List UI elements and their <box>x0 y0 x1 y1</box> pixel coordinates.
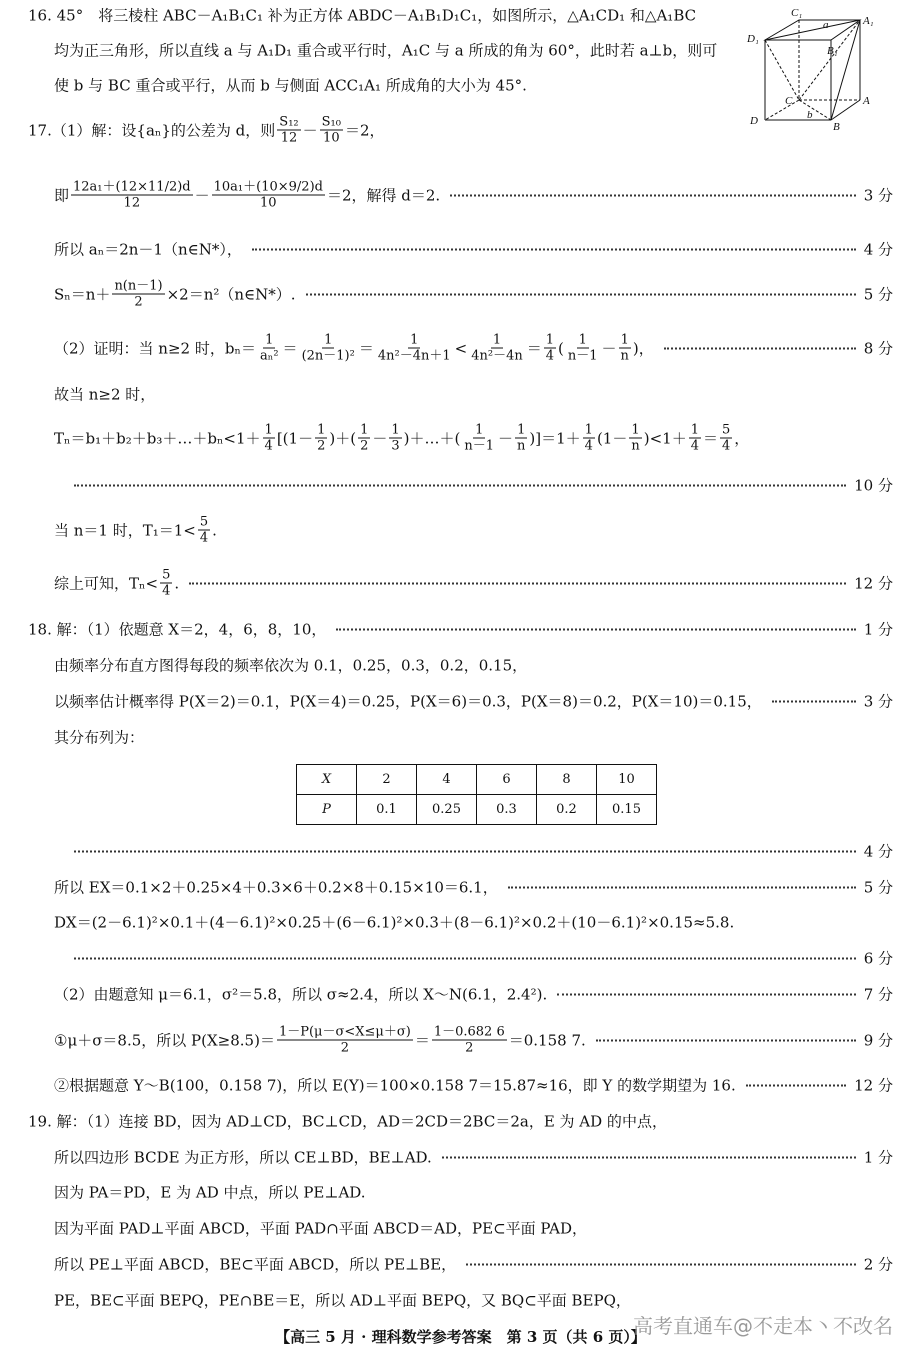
fraction <box>277 115 300 146</box>
denominator: 2 <box>317 438 326 454</box>
text-line <box>54 1075 893 1096</box>
denominator: 10 <box>260 195 277 211</box>
dot-leader <box>450 194 855 196</box>
fraction <box>320 115 343 146</box>
score-label: 3 分 <box>863 692 893 711</box>
dot-leader <box>596 1039 856 1041</box>
numerator: 1 <box>391 422 400 438</box>
text-run: 所以 EX＝0.1×2＋0.25×4＋0.3×6＋0.2×8＋0.15×10＝6.1， <box>54 878 498 897</box>
text-line <box>54 1025 893 1056</box>
dot-leader <box>508 886 856 888</box>
fraction <box>469 333 525 364</box>
fig-label: A₁ <box>863 15 874 27</box>
table-cell: P <box>297 795 357 825</box>
numerator: 1 <box>324 332 333 348</box>
score-label: 1 分 <box>863 1148 893 1167</box>
text-run: － <box>194 186 210 205</box>
score-label: 4 分 <box>863 842 893 861</box>
text-line <box>54 568 893 599</box>
text-run: ＝0.158 7. <box>508 1031 586 1050</box>
fig-label: B <box>833 121 840 132</box>
fraction <box>160 568 172 599</box>
text-line <box>54 727 893 748</box>
denominator: 2 <box>340 1040 350 1056</box>
fraction <box>566 333 600 364</box>
fraction <box>300 333 357 364</box>
numerator: 1 <box>578 332 587 348</box>
table-cell: 0.2 <box>537 795 597 825</box>
denominator: 4 <box>199 530 209 546</box>
denominator: n－1 <box>567 348 598 364</box>
text-run: 均为正三角形，所以直线 a 与 A₁D₁ 重合或平行时，A₁C 与 a 所成的角为 60°，此时若 a⊥b，则可 <box>54 41 718 60</box>
score-label: 5 分 <box>863 878 893 897</box>
text-run: ＝ <box>526 339 542 358</box>
text-run: . <box>212 521 217 539</box>
table-row <box>297 765 657 795</box>
denominator: 4 <box>722 438 731 454</box>
text-run: 因为平面 PAD⊥平面 ABCD，平面 PAD∩平面 ABCD＝AD，PE⊂平面 PAD， <box>54 1219 587 1238</box>
denominator: 4n²－4n＋1 <box>377 348 451 364</box>
denominator: n <box>517 438 526 454</box>
text-line <box>54 912 893 933</box>
text-run: )， <box>632 339 654 358</box>
denominator: 4 <box>162 583 171 599</box>
numerator: 1 <box>360 422 369 438</box>
numerator: 1 <box>265 332 274 348</box>
fraction <box>629 423 641 454</box>
denominator: 4 <box>584 438 593 454</box>
dot-leader <box>442 1156 856 1158</box>
score-label: 4 分 <box>863 240 893 259</box>
fig-label: C <box>785 95 793 107</box>
text-run: － <box>372 429 388 448</box>
text-run: 17.（1）解：设{aₙ}的公差为 d，则 <box>28 121 276 140</box>
fraction <box>583 423 595 454</box>
text-line <box>54 877 893 898</box>
fraction <box>212 180 325 211</box>
text-run: ×2＝n²（n∈N*）. <box>166 285 296 304</box>
numerator: 5 <box>199 514 209 530</box>
table-cell: 0.3 <box>477 795 537 825</box>
fraction <box>432 1025 507 1056</box>
text-run: ＝2，解得 d＝2. <box>326 186 441 205</box>
denominator: aₙ² <box>259 348 279 364</box>
fig-label: a <box>823 19 829 31</box>
text-run: DX＝(2－6.1)²×0.1＋(4－6.1)²×0.25＋(6－6.1)²×0.3＋(8－6.1)²×0.2＋(10－6.1)²×0.15≈5.8. <box>54 913 735 932</box>
fig-label: B₁ <box>827 45 838 57</box>
fraction <box>720 423 732 454</box>
fraction <box>515 423 527 454</box>
text-run: )＋…＋( <box>403 429 461 448</box>
text-run: 因为 PA＝PD，E 为 AD 中点，所以 PE⊥AD. <box>54 1183 366 1202</box>
text-run: Tₙ＝b₁＋b₂＋b₃＋…＋bₙ<1＋ <box>54 429 261 448</box>
numerator: 1 <box>410 332 419 348</box>
fraction <box>358 423 370 454</box>
fig-label: b <box>807 109 813 121</box>
dot-leader <box>189 582 846 584</box>
score-label: 12 分 <box>854 574 893 593</box>
denominator: 12 <box>123 195 141 211</box>
dot-leader <box>466 1263 856 1265</box>
cube-figure <box>745 2 905 132</box>
fraction <box>277 1025 413 1056</box>
text-run: < <box>454 339 468 357</box>
text-line <box>54 691 893 712</box>
text-run: ， <box>734 429 750 448</box>
text-run: )]＝1＋ <box>529 429 581 448</box>
text-run: 当 n＝1 时，T₁＝1< <box>54 521 196 540</box>
text-line <box>54 1147 893 1168</box>
text-run: [(1－ <box>276 429 314 448</box>
numerator: 1 <box>631 422 640 438</box>
dot-leader <box>772 700 856 702</box>
text-run: . <box>174 574 180 592</box>
fraction <box>689 423 701 454</box>
text-run: ＝ <box>282 339 298 358</box>
text-run: 16. 45° 将三棱柱 ABC－A₁B₁C₁ 补为正方体 ABDC－A₁B₁D₁C₁，如图所示，△A₁CD₁ 和△A₁BC <box>28 6 697 25</box>
text-line <box>54 655 893 676</box>
text-line <box>64 841 893 862</box>
text-run: 其分布列为： <box>54 728 145 747</box>
text-run: 18. 解：（1）依题意 X＝2，4，6，8，10， <box>28 620 327 639</box>
text-run: ＝ <box>358 339 374 358</box>
dot-leader <box>74 484 846 486</box>
fig-label: D₁ <box>747 33 759 45</box>
dot-leader <box>306 293 856 295</box>
fig-label: C₁ <box>791 7 803 19</box>
denominator: 12 <box>280 130 298 146</box>
denominator: 10 <box>323 130 340 146</box>
text-run: ＝2， <box>345 121 385 140</box>
text-run: 19. 解：（1）连接 BD，因为 AD⊥CD，BC⊥CD，AD＝2CD＝2BC＝2a，E 为 AD 的中点， <box>28 1112 667 1131</box>
text-line <box>64 475 893 496</box>
denominator: 4 <box>690 438 699 454</box>
text-run: ①μ＋σ＝8.5，所以 P(X≥8.5)＝ <box>54 1031 275 1050</box>
text-run: Sₙ＝n＋ <box>54 285 111 304</box>
watermark: 高考直通车@不走本丶不改名 <box>633 1314 893 1338</box>
table-cell: 2 <box>357 765 417 795</box>
text-run: － <box>302 121 318 140</box>
denominator: (2n－1)² <box>301 348 355 364</box>
numerator: 10a₁＋(10×9/2)d <box>213 179 323 195</box>
text-line <box>54 1182 893 1203</box>
fraction <box>258 333 281 364</box>
text-run: （2）证明：当 n≥2 时，bₙ＝ <box>54 339 256 358</box>
text-run: )<1＋ <box>643 429 687 448</box>
text-line <box>54 333 893 364</box>
text-line <box>54 1290 893 1311</box>
text-run: ( <box>558 339 564 357</box>
dot-leader <box>664 347 856 349</box>
fraction <box>389 423 401 454</box>
numerator: 1－0.682 6 <box>433 1024 505 1040</box>
fraction <box>619 333 631 364</box>
score-label: 7 分 <box>863 985 893 1004</box>
fraction <box>462 423 496 454</box>
text-run: 即 <box>54 186 70 205</box>
numerator: 12a₁＋(12×11/2)d <box>73 179 191 195</box>
score-label: 8 分 <box>863 339 893 358</box>
denominator: 4 <box>264 438 273 454</box>
text-run: 由频率分布直方图得每段的频率依次为 0.1，0.25，0.3，0.2，0.15， <box>54 656 528 675</box>
numerator: 1 <box>492 332 502 348</box>
table-cell: 0.15 <box>597 795 657 825</box>
score-label: 9 分 <box>863 1031 893 1050</box>
text-run: )＋( <box>329 429 357 448</box>
numerator: 1 <box>584 422 593 438</box>
text-run: － <box>498 429 514 448</box>
text-line <box>54 239 893 260</box>
text-run: 所以 aₙ＝2n－1（n∈N*）， <box>54 240 242 259</box>
denominator: 2 <box>465 1040 474 1056</box>
text-run: (1－ <box>596 429 628 448</box>
text-line <box>28 619 893 640</box>
denominator: 4 <box>545 348 555 364</box>
table-cell: 4 <box>417 765 477 795</box>
table-cell: 8 <box>537 765 597 795</box>
fraction <box>198 515 210 546</box>
text-line <box>54 515 893 546</box>
text-line <box>64 948 893 969</box>
denominator: n－1 <box>464 438 495 454</box>
denominator: n <box>620 348 629 364</box>
text-run: 使 b 与 BC 重合或平行，从而 b 与侧面 ACC₁A₁ 所成角的大小为 45°. <box>54 76 527 95</box>
text-run: 以频率估计概率得 P(X＝2)＝0.1，P(X＝4)＝0.25，P(X＝6)＝0.3，P(X＝8)＝0.2，P(X＝10)＝0.15， <box>54 692 762 711</box>
text-run: － <box>601 339 617 358</box>
text-line <box>54 423 893 454</box>
numerator: S₁₀ <box>321 114 341 130</box>
numerator: 1 <box>475 422 484 438</box>
text-run: ＝ <box>702 429 718 448</box>
text-run: ②根据题意 Y～B(100，0.158 7)，所以 E(Y)＝100×0.158 7＝15.87≈16，即 Y 的数学期望为 16. <box>54 1076 736 1095</box>
fraction <box>71 180 193 211</box>
text-line <box>54 1218 893 1239</box>
text-run: 所以四边形 BCDE 为正方形，所以 CE⊥BD，BE⊥AD. <box>54 1148 432 1167</box>
fraction <box>376 333 453 364</box>
numerator: S₁₂ <box>279 114 299 130</box>
text-line <box>54 279 893 310</box>
numerator: 5 <box>722 422 731 438</box>
denominator: 4n²－4n <box>471 348 523 364</box>
table-cell: 6 <box>477 765 537 795</box>
dot-leader <box>74 850 856 852</box>
page-footer: 【高三 5 月 · 理科数学参考答案 第 3 页（共 6 页）】 <box>275 1328 646 1346</box>
distribution-table <box>296 764 657 825</box>
score-label: 12 分 <box>854 1076 893 1095</box>
fraction <box>112 279 164 310</box>
numerator: 1 <box>517 422 526 438</box>
text-line <box>54 180 893 211</box>
fig-label: D <box>750 115 758 127</box>
score-label: 2 分 <box>863 1255 893 1274</box>
numerator: 1 <box>264 422 273 438</box>
table-row <box>297 795 657 825</box>
denominator: 2 <box>360 438 369 454</box>
numerator: 1 <box>620 332 629 348</box>
score-label: 5 分 <box>863 285 893 304</box>
dot-leader <box>74 957 856 959</box>
text-run: ＝ <box>414 1031 430 1050</box>
table-cell: X <box>297 765 357 795</box>
numerator: 1 <box>690 422 699 438</box>
numerator: 1 <box>317 422 326 438</box>
text-line <box>54 984 893 1005</box>
dot-leader <box>336 628 855 630</box>
fraction <box>263 423 275 454</box>
score-label: 6 分 <box>863 949 893 968</box>
fraction <box>315 423 327 454</box>
denominator: 2 <box>134 294 143 310</box>
dot-leader <box>252 248 856 250</box>
text-run: 综上可知，Tₙ< <box>54 574 159 593</box>
table-cell: 0.1 <box>357 795 417 825</box>
numerator: n(n－1) <box>114 278 163 294</box>
numerator: 1－P(μ－σ<X≤μ＋σ) <box>278 1024 411 1040</box>
score-label: 3 分 <box>863 186 893 205</box>
denominator: 3 <box>391 438 400 454</box>
table-cell: 10 <box>597 765 657 795</box>
score-label: 1 分 <box>863 620 893 639</box>
text-line <box>28 1111 893 1132</box>
text-line <box>54 1254 893 1275</box>
numerator: 1 <box>545 332 555 348</box>
text-line <box>54 384 893 405</box>
score-label: 10 分 <box>854 476 893 495</box>
dot-leader <box>746 1084 846 1086</box>
text-run: （2）由题意知 μ＝6.1，σ²＝5.8，所以 σ≈2.4，所以 X～N(6.1，2.4²). <box>54 985 548 1004</box>
dot-leader <box>557 993 855 995</box>
text-run: 故当 n≥2 时， <box>54 385 156 404</box>
text-run: PE，BE⊂平面 BEPQ，PE∩BE＝E，所以 AD⊥平面 BEPQ，又 BQ⊂平面 BEPQ， <box>54 1291 631 1310</box>
denominator: n <box>631 438 640 454</box>
numerator: 5 <box>162 567 171 583</box>
fraction <box>544 333 556 364</box>
fig-label: A <box>863 95 870 107</box>
text-run: 所以 PE⊥平面 ABCD，BE⊂平面 ABCD，所以 PE⊥BE， <box>54 1255 457 1274</box>
table-cell: 0.25 <box>417 795 477 825</box>
